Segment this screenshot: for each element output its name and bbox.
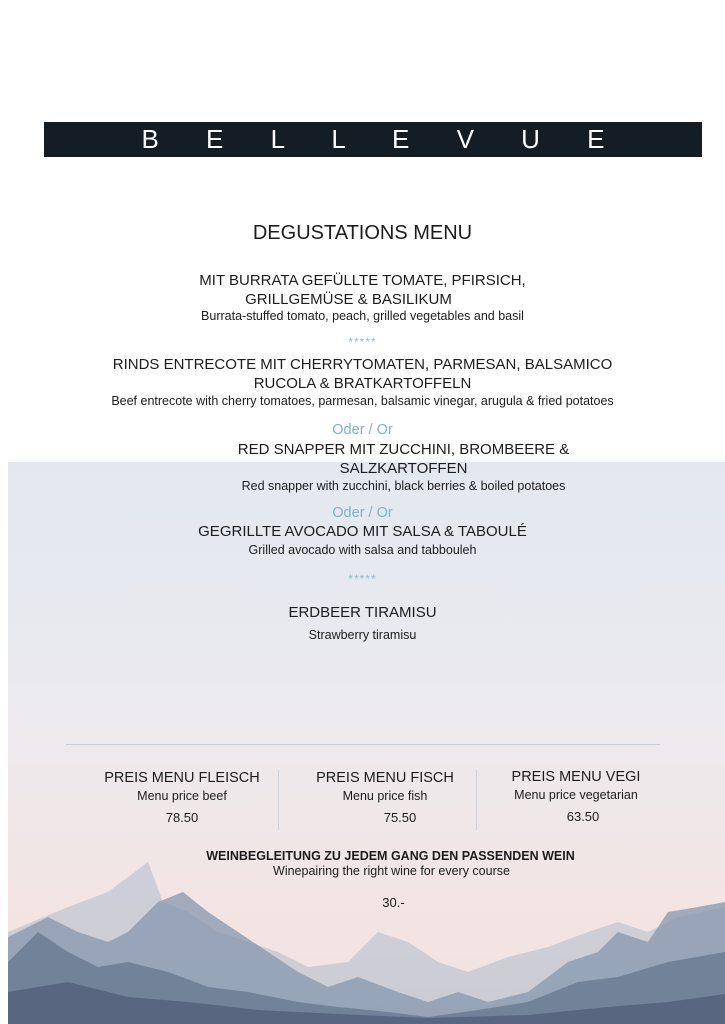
separator-stars: ***** <box>348 335 377 349</box>
dessert-de: ERDBEER TIRAMISU <box>288 604 437 621</box>
price-fish <box>285 770 485 830</box>
price-veg-subtitle: Menu price vegetarian <box>514 788 638 802</box>
wine-pairing-subtitle: Winepairing the right wine for every course <box>273 864 510 878</box>
veg-de: GEGRILLTE AVOCADO MIT SALSA & TABOULÉ <box>198 523 527 540</box>
separator-stars: ***** <box>348 572 377 586</box>
starter-de-line2: GRILLGEMÜSE & BASILIKUM <box>245 291 452 308</box>
price-veg <box>476 769 676 829</box>
menu-title: DEGUSTATIONS MENU <box>252 222 473 244</box>
price-fish-subtitle: Menu price fish <box>342 789 428 803</box>
fish-de-line2: SALZKARTOFFEN <box>339 460 468 477</box>
brand-name: B E L L E V U E <box>141 124 625 154</box>
price-veg-title: PREIS MENU VEGI <box>511 769 641 785</box>
beef-en: Beef entrecote with cherry tomatoes, parmesan, balsamic vinegar, arugula & fried potatoes <box>111 394 614 408</box>
fish-de-line1: RED SNAPPER MIT ZUCCHINI, BROMBEERE & <box>237 441 570 458</box>
price-beef-subtitle: Menu price beef <box>137 789 227 803</box>
wine-pairing-price: 30.- <box>382 895 405 910</box>
price-fish-value: 75.50 <box>383 810 417 825</box>
dessert-en: Strawberry tiramisu <box>308 628 417 642</box>
price-beef <box>82 770 282 830</box>
price-fish-title: PREIS MENU FISCH <box>316 770 454 786</box>
divider <box>66 744 660 745</box>
wine-pairing-title: WEINBEGLEITUNG ZU JEDEM GANG DEN PASSENDEN WEIN <box>206 849 575 863</box>
or-label: Oder / Or <box>332 505 393 521</box>
price-beef-value: 78.50 <box>165 810 199 825</box>
brand-banner <box>44 122 702 157</box>
veg-en: Grilled avocado with salsa and tabbouleh <box>248 543 477 557</box>
price-veg-value: 63.50 <box>566 809 600 824</box>
beef-de-line1: RINDS ENTRECOTE MIT CHERRYTOMATEN, PARMESAN, BALSAMICO <box>112 356 613 373</box>
fish-en: Red snapper with zucchini, black berries & boiled potatoes <box>241 479 566 493</box>
starter-de-line1: MIT BURRATA GEFÜLLTE TOMATE, PFIRSICH, <box>199 272 526 289</box>
starter-en: Burrata-stuffed tomato, peach, grilled vegetables and basil <box>201 309 524 323</box>
or-label: Oder / Or <box>332 422 393 438</box>
price-beef-title: PREIS MENU FLEISCH <box>104 770 260 786</box>
beef-de-line2: RUCOLA & BRATKARTOFFELN <box>253 375 472 392</box>
